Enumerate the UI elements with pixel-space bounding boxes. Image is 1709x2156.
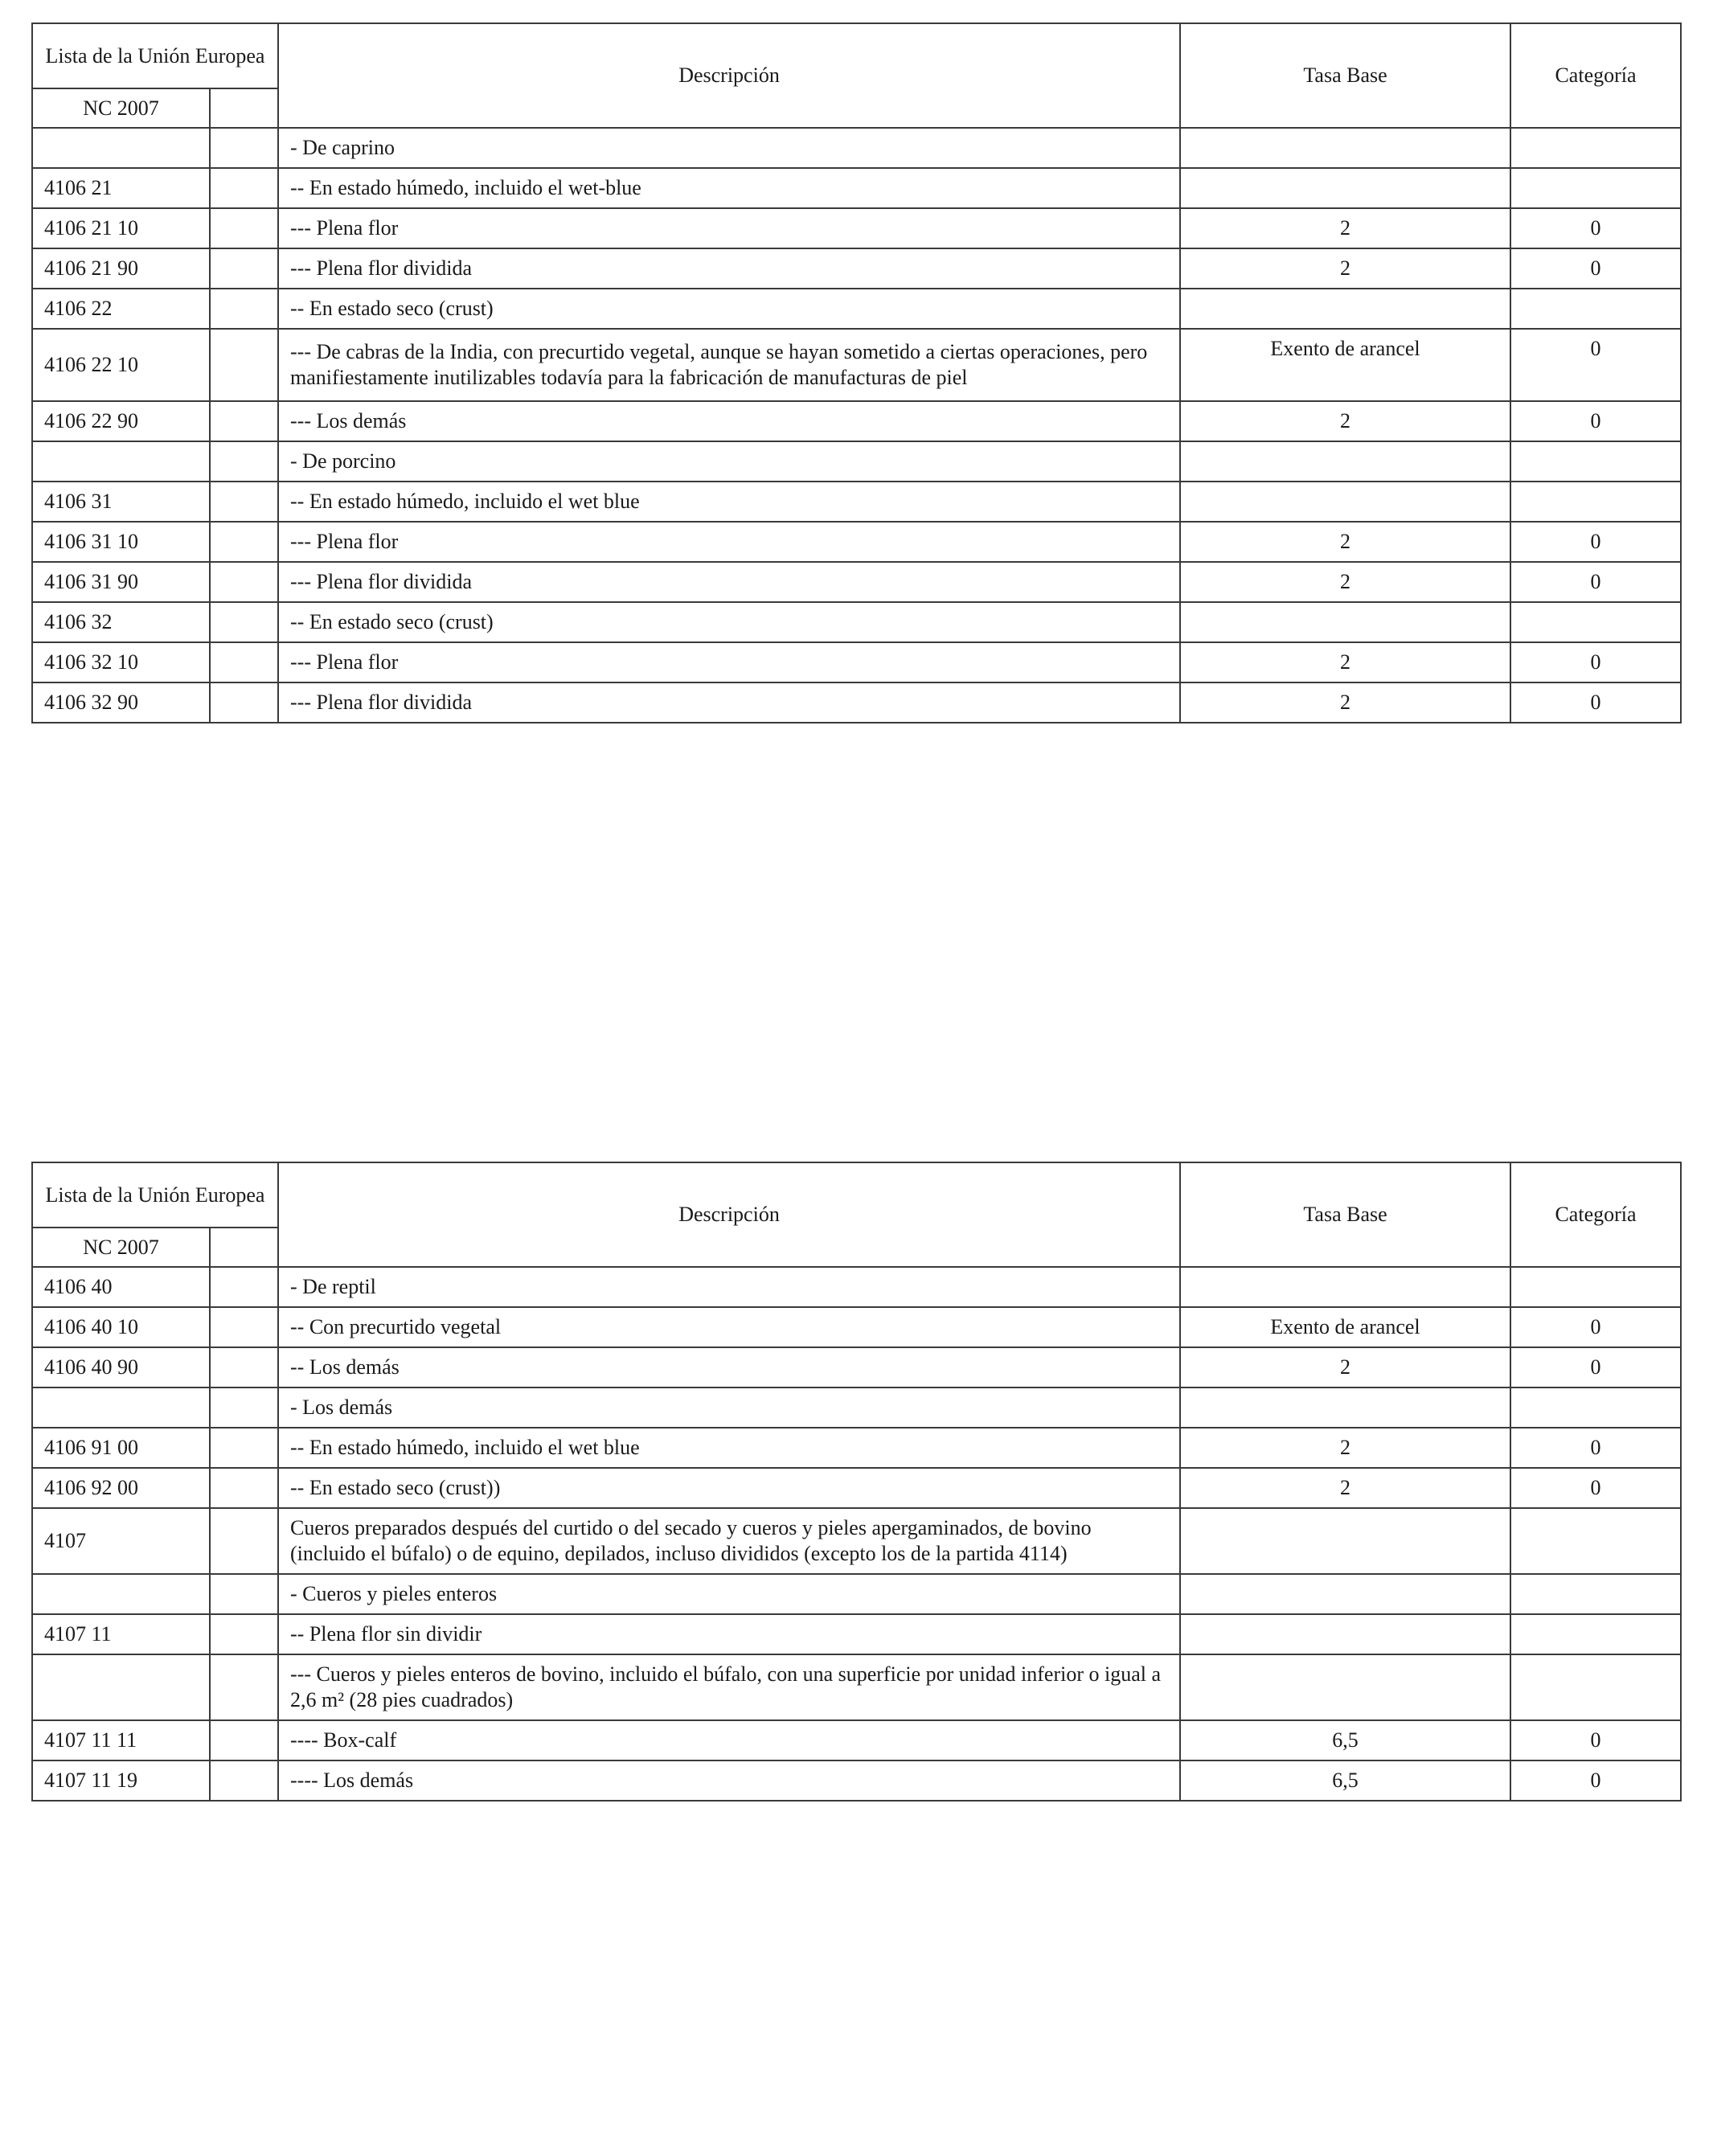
base-rate-cell <box>1180 602 1510 642</box>
table-row <box>32 441 1681 482</box>
category-cell: 0 <box>1510 208 1681 248</box>
nc-subcode-cell <box>210 1614 278 1654</box>
header-list-union-europea: Lista de la Unión Europea <box>32 23 278 88</box>
table-row <box>32 401 1681 441</box>
nc-code-cell <box>32 441 210 482</box>
nc-subcode-cell <box>210 1347 278 1387</box>
nc-code-cell: 4106 31 90 <box>32 562 210 602</box>
base-rate-cell: 2 <box>1180 562 1510 602</box>
nc-subcode-cell <box>210 168 278 208</box>
description-cell: - De reptil <box>278 1267 1180 1307</box>
header-description: Descripción <box>278 1162 1180 1267</box>
category-cell <box>1510 128 1681 168</box>
base-rate-cell: 2 <box>1180 522 1510 562</box>
nc-code-cell: 4106 21 90 <box>32 248 210 289</box>
base-rate-cell: 2 <box>1180 208 1510 248</box>
category-cell <box>1510 289 1681 329</box>
category-cell: 0 <box>1510 1468 1681 1508</box>
category-cell <box>1510 168 1681 208</box>
nc-subcode-cell <box>210 1267 278 1307</box>
table-row <box>32 1347 1681 1387</box>
description-cell: --- Plena flor <box>278 642 1180 682</box>
description-cell: -- Con precurtido vegetal <box>278 1307 1180 1347</box>
table-row <box>32 1574 1681 1614</box>
nc-code-cell: 4107 11 11 <box>32 1720 210 1760</box>
nc-code-cell: 4106 91 00 <box>32 1428 210 1468</box>
table-row <box>32 128 1681 168</box>
base-rate-cell: 6,5 <box>1180 1720 1510 1760</box>
table-row <box>32 682 1681 723</box>
description-cell: - Los demás <box>278 1387 1180 1428</box>
base-rate-cell <box>1180 1387 1510 1428</box>
table-row <box>32 562 1681 602</box>
nc-code-cell: 4106 31 <box>32 482 210 522</box>
nc-code-cell <box>32 1574 210 1614</box>
description-cell: -- En estado seco (crust)) <box>278 1468 1180 1508</box>
category-cell: 0 <box>1510 248 1681 289</box>
table-row <box>32 248 1681 289</box>
category-cell <box>1510 1574 1681 1614</box>
category-cell: 0 <box>1510 642 1681 682</box>
nc-code-cell: 4107 <box>32 1508 210 1574</box>
base-rate-cell <box>1180 482 1510 522</box>
base-rate-cell: 2 <box>1180 1468 1510 1508</box>
nc-subcode-cell <box>210 682 278 723</box>
description-cell: --- Cueros y pieles enteros de bovino, incluido el búfalo, con una superficie por unidad inferior o igual a 2,6 m² (28 pies cuadrados) <box>278 1654 1180 1720</box>
nc-subcode-cell <box>210 642 278 682</box>
category-cell <box>1510 441 1681 482</box>
table-row <box>32 329 1681 401</box>
table-row <box>32 1468 1681 1508</box>
nc-subcode-cell <box>210 1654 278 1720</box>
nc-subcode-cell <box>210 1468 278 1508</box>
base-rate-cell <box>1180 441 1510 482</box>
table-row <box>32 1307 1681 1347</box>
table-row <box>32 289 1681 329</box>
category-cell <box>1510 482 1681 522</box>
base-rate-cell <box>1180 1508 1510 1574</box>
tariff-table-2 <box>31 1162 1682 1801</box>
table-row <box>32 1760 1681 1801</box>
base-rate-cell <box>1180 168 1510 208</box>
table-row <box>32 208 1681 248</box>
header-category: Categoría <box>1510 1162 1681 1267</box>
category-cell: 0 <box>1510 1347 1681 1387</box>
nc-subcode-cell <box>210 1574 278 1614</box>
nc-subcode-cell <box>210 1720 278 1760</box>
description-cell: -- En estado húmedo, incluido el wet-blue <box>278 168 1180 208</box>
description-cell: - Cueros y pieles enteros <box>278 1574 1180 1614</box>
nc-code-cell: 4106 40 10 <box>32 1307 210 1347</box>
base-rate-cell: Exento de arancel <box>1180 1307 1510 1347</box>
header-base-rate: Tasa Base <box>1180 23 1510 128</box>
nc-code-cell <box>32 1654 210 1720</box>
nc-subcode-cell <box>210 482 278 522</box>
header-category: Categoría <box>1510 23 1681 128</box>
category-cell <box>1510 1387 1681 1428</box>
header-empty-subcol <box>210 1228 278 1267</box>
description-cell: - De porcino <box>278 441 1180 482</box>
nc-code-cell: 4106 32 90 <box>32 682 210 723</box>
base-rate-cell: 2 <box>1180 248 1510 289</box>
table-row <box>32 1387 1681 1428</box>
nc-code-cell: 4106 40 <box>32 1267 210 1307</box>
table-row <box>32 168 1681 208</box>
category-cell <box>1510 602 1681 642</box>
nc-code-cell: 4106 21 10 <box>32 208 210 248</box>
base-rate-cell <box>1180 1654 1510 1720</box>
table-row <box>32 482 1681 522</box>
base-rate-cell <box>1180 289 1510 329</box>
category-cell <box>1510 1267 1681 1307</box>
base-rate-cell: 6,5 <box>1180 1760 1510 1801</box>
description-cell: --- Plena flor dividida <box>278 562 1180 602</box>
nc-subcode-cell <box>210 1760 278 1801</box>
category-cell: 0 <box>1510 1428 1681 1468</box>
nc-subcode-cell <box>210 441 278 482</box>
nc-subcode-cell <box>210 1508 278 1574</box>
description-cell: --- De cabras de la India, con precurtido vegetal, aunque se hayan sometido a ciertas operaciones, pero manifiestamente inutilizables todavía para la fabricación de manufacturas de piel <box>278 329 1180 401</box>
nc-subcode-cell <box>210 1307 278 1347</box>
nc-subcode-cell <box>210 562 278 602</box>
base-rate-cell: Exento de arancel <box>1180 329 1510 401</box>
nc-subcode-cell <box>210 289 278 329</box>
description-cell: ---- Box-calf <box>278 1720 1180 1760</box>
nc-subcode-cell <box>210 401 278 441</box>
base-rate-cell <box>1180 128 1510 168</box>
nc-subcode-cell <box>210 128 278 168</box>
nc-code-cell: 4106 22 90 <box>32 401 210 441</box>
description-cell: -- En estado húmedo, incluido el wet blue <box>278 1428 1180 1468</box>
category-cell: 0 <box>1510 682 1681 723</box>
description-cell: --- Plena flor <box>278 208 1180 248</box>
base-rate-cell: 2 <box>1180 682 1510 723</box>
table-row <box>32 1614 1681 1654</box>
description-cell: -- Plena flor sin dividir <box>278 1614 1180 1654</box>
category-cell: 0 <box>1510 401 1681 441</box>
nc-subcode-cell <box>210 1428 278 1468</box>
category-cell <box>1510 1614 1681 1654</box>
header-nc-2007: NC 2007 <box>32 88 210 128</box>
description-cell: -- En estado seco (crust) <box>278 289 1180 329</box>
header-list-union-europea: Lista de la Unión Europea <box>32 1162 278 1228</box>
category-cell: 0 <box>1510 562 1681 602</box>
nc-subcode-cell <box>210 602 278 642</box>
description-cell: --- Plena flor dividida <box>278 682 1180 723</box>
category-cell: 0 <box>1510 1307 1681 1347</box>
table-row <box>32 602 1681 642</box>
nc-code-cell: 4106 32 <box>32 602 210 642</box>
base-rate-cell <box>1180 1574 1510 1614</box>
base-rate-cell: 2 <box>1180 1347 1510 1387</box>
nc-code-cell: 4107 11 <box>32 1614 210 1654</box>
base-rate-cell <box>1180 1614 1510 1654</box>
description-cell: --- Los demás <box>278 401 1180 441</box>
header-empty-subcol <box>210 88 278 128</box>
description-cell: -- Los demás <box>278 1347 1180 1387</box>
nc-subcode-cell <box>210 1387 278 1428</box>
description-cell: -- En estado seco (crust) <box>278 602 1180 642</box>
nc-code-cell: 4107 11 19 <box>32 1760 210 1801</box>
base-rate-cell: 2 <box>1180 1428 1510 1468</box>
nc-code-cell: 4106 22 <box>32 289 210 329</box>
nc-subcode-cell <box>210 522 278 562</box>
nc-code-cell: 4106 31 10 <box>32 522 210 562</box>
nc-code-cell <box>32 1387 210 1428</box>
nc-code-cell: 4106 92 00 <box>32 1468 210 1508</box>
table-row <box>32 642 1681 682</box>
nc-code-cell: 4106 40 90 <box>32 1347 210 1387</box>
description-cell: --- Plena flor dividida <box>278 248 1180 289</box>
description-cell: --- Plena flor <box>278 522 1180 562</box>
category-cell: 0 <box>1510 329 1681 401</box>
nc-subcode-cell <box>210 248 278 289</box>
category-cell <box>1510 1654 1681 1720</box>
nc-subcode-cell <box>210 208 278 248</box>
base-rate-cell: 2 <box>1180 401 1510 441</box>
nc-code-cell <box>32 128 210 168</box>
table-row <box>32 1508 1681 1574</box>
description-cell: Cueros preparados después del curtido o del secado y cueros y pieles apergaminados, de bovino (incluido el búfalo) o de equino, depilados, incluso divididos (excepto los de la partida 4114) <box>278 1508 1180 1574</box>
table-row <box>32 1428 1681 1468</box>
nc-code-cell: 4106 32 10 <box>32 642 210 682</box>
nc-code-cell: 4106 22 10 <box>32 329 210 401</box>
description-cell: -- En estado húmedo, incluido el wet blue <box>278 482 1180 522</box>
description-cell: - De caprino <box>278 128 1180 168</box>
category-cell: 0 <box>1510 522 1681 562</box>
category-cell <box>1510 1508 1681 1574</box>
category-cell: 0 <box>1510 1760 1681 1801</box>
base-rate-cell <box>1180 1267 1510 1307</box>
nc-code-cell: 4106 21 <box>32 168 210 208</box>
table-row <box>32 522 1681 562</box>
header-base-rate: Tasa Base <box>1180 1162 1510 1267</box>
table-row <box>32 1267 1681 1307</box>
category-cell: 0 <box>1510 1720 1681 1760</box>
base-rate-cell: 2 <box>1180 642 1510 682</box>
header-description: Descripción <box>278 23 1180 128</box>
table-row <box>32 1654 1681 1720</box>
tariff-table-1 <box>31 23 1682 723</box>
header-nc-2007: NC 2007 <box>32 1228 210 1267</box>
nc-subcode-cell <box>210 329 278 401</box>
description-cell: ---- Los demás <box>278 1760 1180 1801</box>
table-row <box>32 1720 1681 1760</box>
